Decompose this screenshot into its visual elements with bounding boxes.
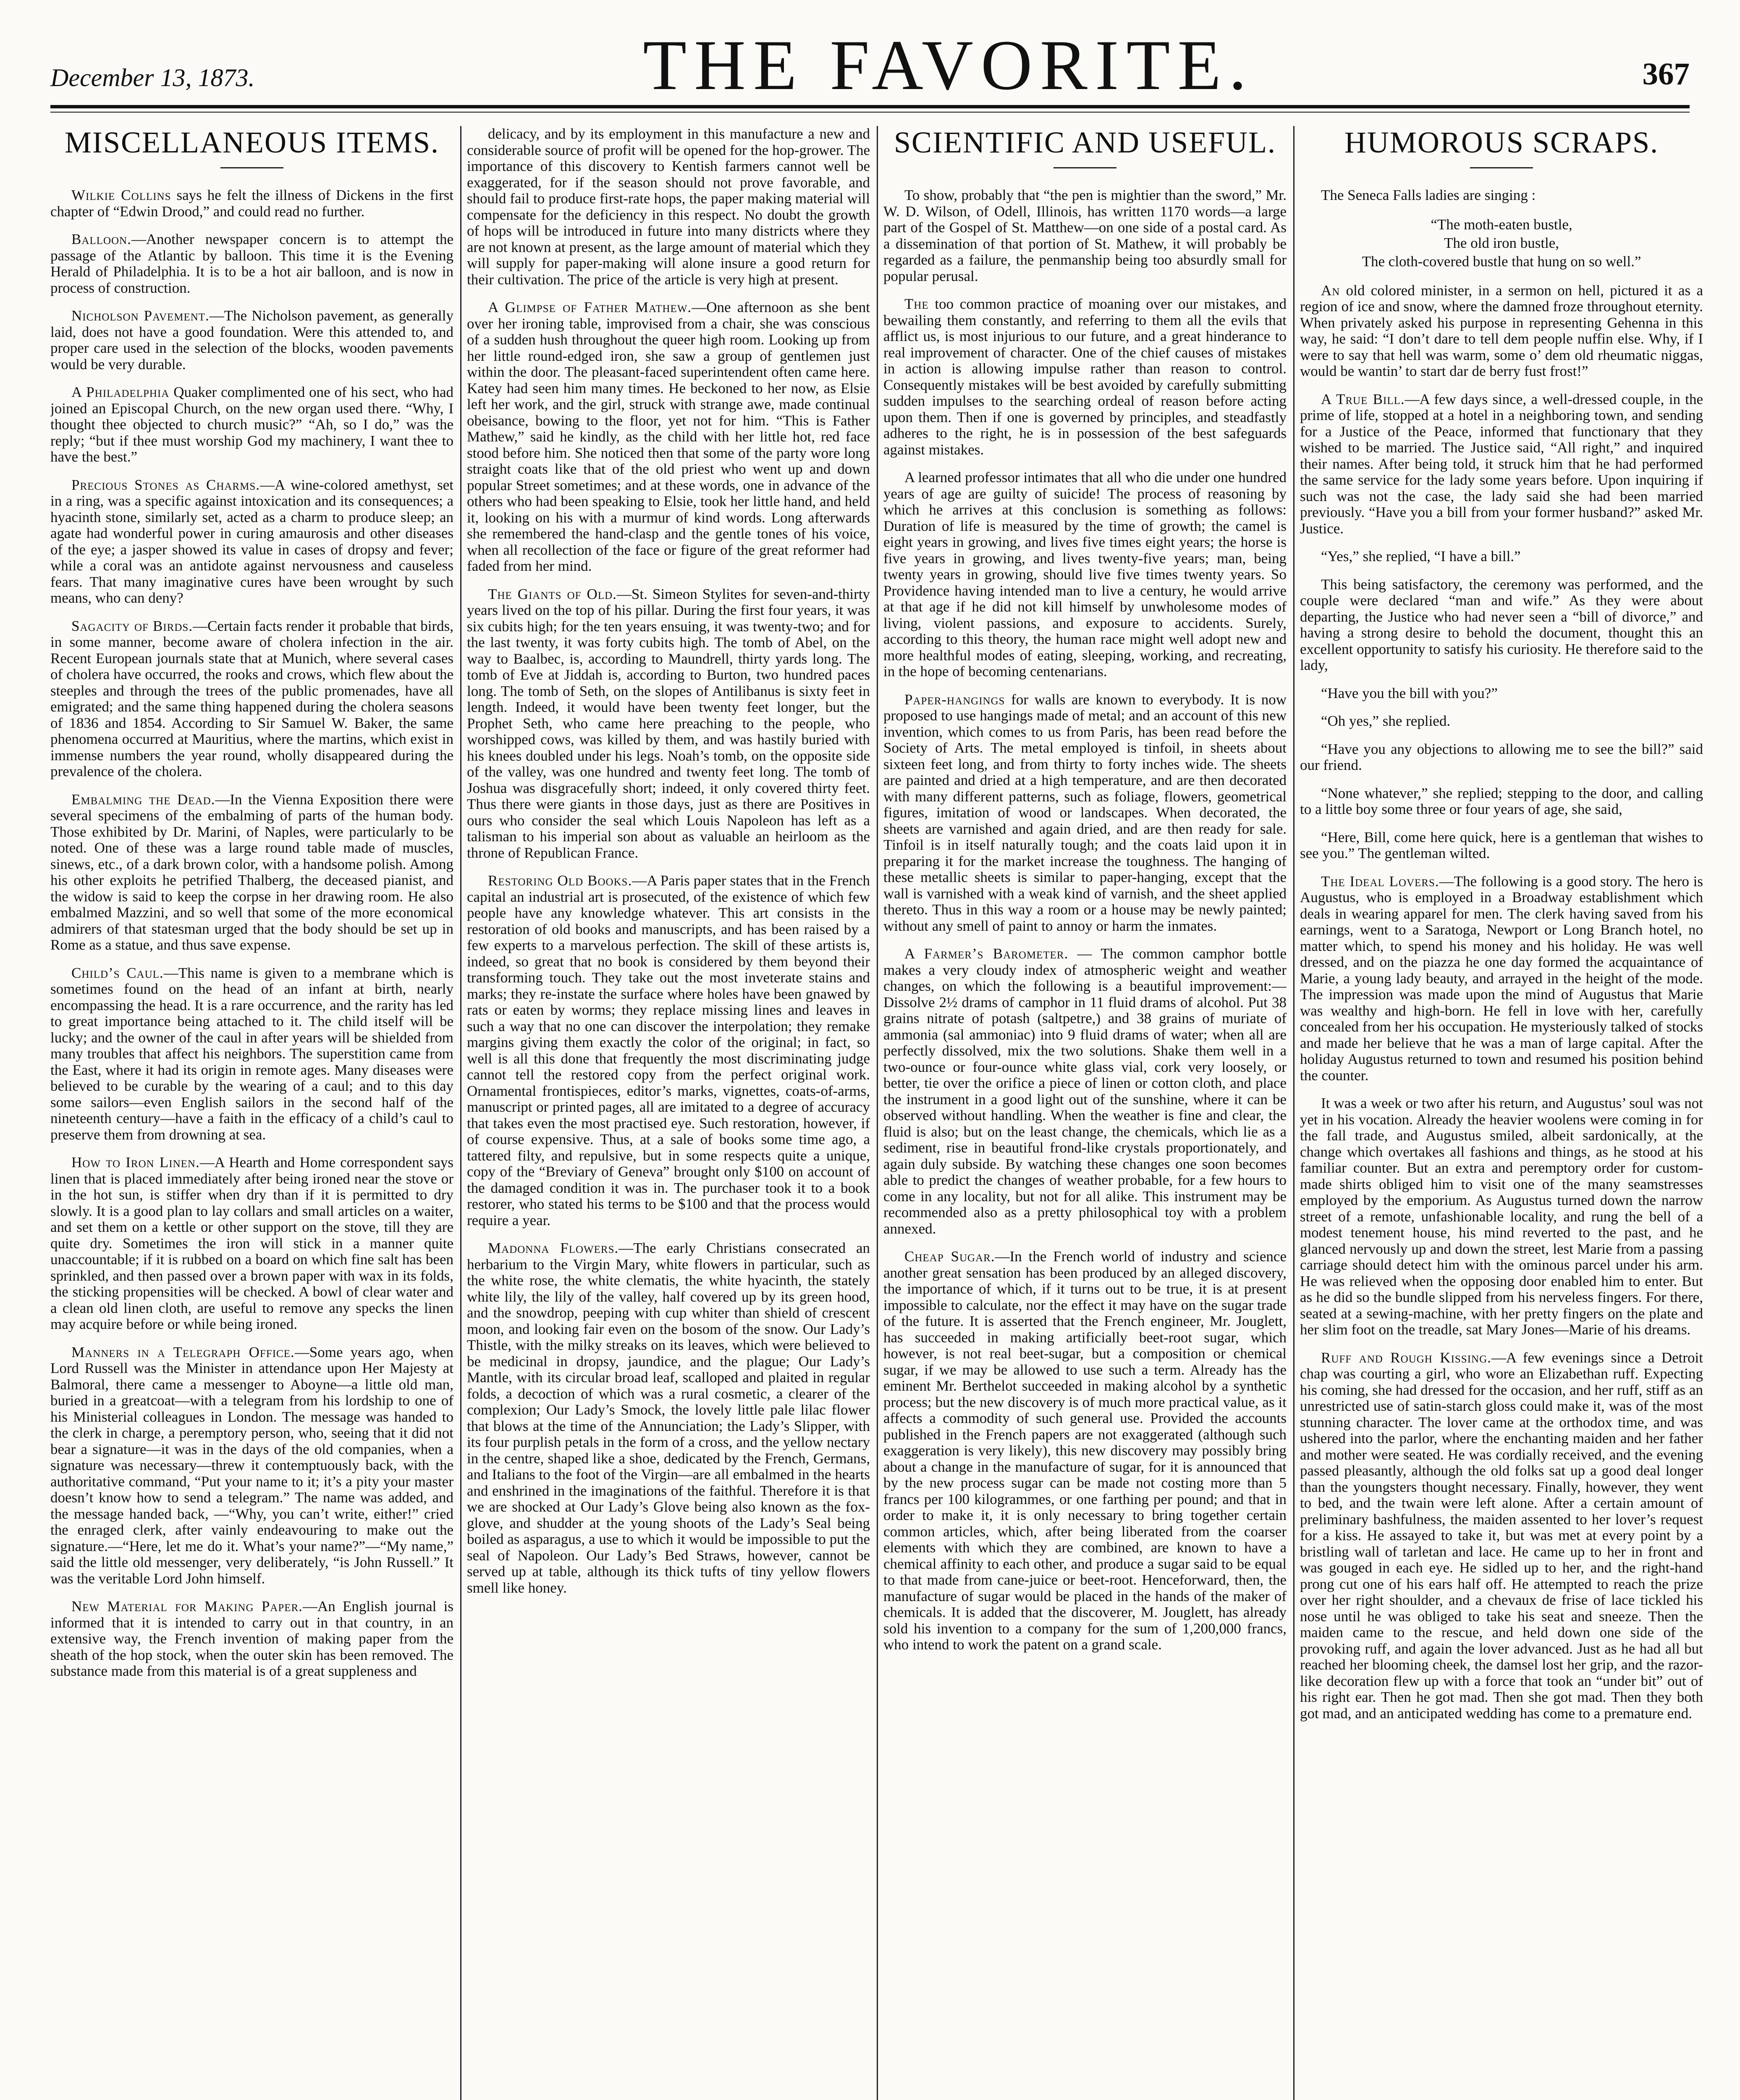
column-divider xyxy=(460,126,461,2100)
article-paragraph xyxy=(1300,874,1703,1084)
article-lead-in: Wilkie Collins xyxy=(71,187,171,203)
column-scientific xyxy=(883,126,1287,2100)
article-body-text: says he felt the illness of Dickens in the first chapter of “Edwin Drood,” and could read no further. xyxy=(50,187,453,220)
article-lead-in: Madonna Flowers. xyxy=(488,1240,619,1256)
heading-rule xyxy=(1470,167,1533,168)
article-list xyxy=(883,187,1287,1653)
article-paragraph xyxy=(467,299,870,575)
article-body-text: —One afternoon as she bent over her ironing table, improvised from a chair, she was conscious of a sudden hush throughout the queer high room. Looking up from her little round-edged iron, she saw a group of gentlemen just within the door. The pleasant-faced superintendent often came here. Katey had seen him many times. He beckoned to her now, as Elsie left her work, and the girl, struck with strange awe, made continual obeisance, bowing to the floor, yet not for him. “This is Father Mathew,” said he kindly, as the child with her little hot, red face stood before him. She noticed then that some of the party wore long straight coats like that of the old priest who went up and down popular Street sometimes; and at these words, one in advance of the others who had been speaking to Elsie, took her little hand, and held it, looking on his with a murmur of kind words. Long afterwards she remembered the hand-clasp and the gentle tones of his voice, when all recollection of the face or figure of the great reformer had faded from her mind. xyxy=(467,299,870,574)
article-lead-in: The Ideal Lovers. xyxy=(1321,873,1439,890)
article-body-text: too common practice of moaning over our mistakes, and bewailing them constantly, and referring to them all the evils that afflict us, is most injurious to our future, and a great hinderance to real improvement of character. One of the chief causes of mistakes in action is allowing impulse rather than reason to control. Consequently mistakes will be best avoided by carefully submitting sudden impulses to the searching ordeal of reason before acting upon them. Then if one is governed by principles, and steadfastly adheres to the right, he is in possession of the best safeguards against mistakes. xyxy=(883,296,1287,458)
article-list xyxy=(467,126,870,1596)
article-lead-in: Balloon. xyxy=(71,231,131,247)
article-paragraph xyxy=(50,187,453,220)
article-body-text: —The Nicholson pavement, as generally laid, does not have a good foundation. Were this attended to, and proper care used in the selection of the blocks, wooden pavements would be very durable. xyxy=(50,307,453,373)
section-heading: HUMOROUS SCRAPS. xyxy=(1344,126,1659,159)
article-lead-in: A Farmer’s Barometer. xyxy=(904,945,1069,962)
article-body-text: —Certain facts render it probable that birds, in some manner, become aware of cholera infection in the air. Recent European journals state that at Munich, where several cases of cholera have occurred, the rooks and crows, which flew about the steeples and through the trees of the public promenades, have all emigrated; and the same thing happened during the cholera seasons of 1836 and 1854. According to Sir Samuel W. Baker, the same phenomena occurred at Mauritius, where the martins, which exist in immense numbers the year round, wholly disappeared during the prevalence of the cholera. xyxy=(50,617,453,780)
article-body-text: “Have you the bill with you?” xyxy=(1321,685,1498,701)
article-paragraph xyxy=(1300,1350,1703,1722)
article-lead-in: How to Iron Linen. xyxy=(71,1154,200,1171)
article-body-text: This being satisfactory, the ceremony was performed, and the couple were declared “man and wife.” As they were about departing, the Justice who had never seen a “bill of divorce,” and having a strong desire to behold the document, thought this an excellent opportunity to satisfy his curiosity. He therefore said to the lady, xyxy=(1300,576,1703,673)
article-body-text: —Some years ago, when Lord Russell was the Minister in attendance upon Her Majesty at Balmoral, there came a messenger to Aboyne—a little old man, buried in a greatcoat—with a telegram from his lordship to one of his Ministerial colleagues in London. The message was handed to the clerk in charge, a peremptory person, who, seeing that it did not bear a signature—it was in the days of the old companies, when a signature was necessary—threw it contemptuously back, with the authoritative command, “Put your name to it; it’s a pity your master doesn’t know how to send a telegram.” The name was added, and the message handed back, —“Why, you can’t write, either!” cried the enraged clerk, after vainly endeavouring to make out the signature.—“Here, let me do it. What’s your name?”—“My name,” said the little old messenger, very deliberately, “is John Russell.” It was the veritable Lord John himself. xyxy=(50,1344,453,1587)
newspaper-title: THE FAVORITE. xyxy=(643,26,1254,105)
article-lead-in: A True Bill. xyxy=(1321,391,1405,407)
article-paragraph xyxy=(50,231,453,296)
article-lead-in: The xyxy=(904,296,929,312)
article-body-text: To show, probably that “the pen is mightier than the sword,” Mr. W. D. Wilson, of Odell, Illinois, has written 1170 words—a large part of the Gospel of St. Matthew—on one side of a postal card. As a dissemination of that portion of St. Mathew, it will probably be regarded as a failure, the penmanship being too absurdly small for popular perusal. xyxy=(883,187,1287,284)
article-lead-in: Cheap Sugar. xyxy=(904,1248,995,1265)
article-lead-in: Child’s Caul. xyxy=(71,964,164,981)
article-body-text: —An English journal is informed that it is intended to carry out in that country, in an extensive way, the French invention of making paper from the sheath of the hop stock, when the outer skin has been removed. The substance made from this material is of a great suppleness and xyxy=(50,1598,453,1679)
article-lead-in: Sagacity of Birds. xyxy=(71,617,193,634)
article-lead-in: New Material for Making Paper. xyxy=(71,1598,303,1614)
poem-intro: The Seneca Falls ladies are singing : xyxy=(1321,187,1536,203)
article-body-text: “Yes,” she replied, “I have a bill.” xyxy=(1321,548,1521,564)
masthead xyxy=(50,8,1690,105)
article-body-text: old colored minister, in a sermon on hell, pictured it as a region of ice and snow, where the damned froze throughout eternity. When privately asked his purpose in representing Gehenna in this way, he said: “I don’t dare to tell dem people nuffin else. Why, if I were to say that hell was warm, some o’ dem old rheumatic niggas, would be wantin’ to start dar de berry fust frost!” xyxy=(1300,282,1703,379)
article-body-text: —A Paris paper states that in the French capital an industrial art is prosecuted, of the existence of which few people have any knowledge whatever. This art consists in the restoration of old books and manuscripts, and has been raised by a few experts to a marvelous perfection. The skill of these artists is, indeed, so great that no book is considered by them beyond their transforming touch. They take out the most inveterate stains and marks; they re-instate the surface where holes have been gnawed by rats or eaten by worms; they replace missing lines and leaves in such a way that no one can discover the interpolation; they remake margins giving them exactly the color of the original; in fact, so well is all this done that frequently the most discriminating judge cannot tell the restored copy from the perfect original work. Ornamental frontispieces, editor’s marks, vignettes, coats-of-arms, manuscript or printed pages, all are imitated to a degree of accuracy that takes even the most practised eye. Such restoration, however, if of course expensive. Thus, at a sale of books some time ago, a tattered filty, and repulsive, but in some respects quite a unique, copy of the “Breviary of Geneva” brought only $100 on account of the damaged condition it was in. The purchaser took it to a book restorer, who stated his terms to be $100 and that the process would require a year. xyxy=(467,872,870,1228)
article-list xyxy=(50,187,453,1680)
article-body-text: —St. Simeon Stylites for seven-and-thirty years lived on the top of his pillar. During the first four years, it was six cubits high; for the ten years ensuing, it was twenty-two; and for the last twenty, it was forty cubits high. The tomb of Abel, on the way to Baalbec, is, according to Maundrell, thirty yards long. The tomb of Eve at Jiddah is, according to Burton, two hundred paces long. The tomb of Seth, on the slopes of Antilibanus is sixty feet in length. Indeed, it would have been twenty feet longer, but the Prophet Seth, who came here preaching to the people, who worshipped cows, was killed by them, and was hastily buried with his knees doubled under his legs. Noah’s tomb, on the opposite side of the valley, was one hundred and twenty feet long. The tomb of Joshua was disgracefully short; indeed, it only covered thirty feet. Thus there were giants in those days, just as there are Positives in ours who consider the seal which Louis Napoleon has left as a talisman to his imperial son about as valuable an heirloom as the throne of Republican France. xyxy=(467,585,870,861)
article-paragraph xyxy=(1300,785,1703,818)
article-body-text: —In the French world of industry and science another great sensation has been produced by an alleged discovery, the importance of which, if it turns out to be true, it is at present impossible to calculate, nor the effect it may have on the sugar trade of the future. It is asserted that the French engineer, Mr. Jouglett, has succeeded in making artificially beet-root sugar, which however, is not real beet-sugar, but a composition or chemical sugar, if we may be allowed to use such a term. Already has the eminent Mr. Berthelot succeeded in making alcohol by a synthetic process; but the new discovery is of much more practical value, as it affects a commodity of such general use. Provided the accounts published in the French papers are not exaggerated (although such exaggeration is very likely), this new discovery may possibly bring about a change in the manufacture of sugar, for it is announced that by the new process sugar can be made not costing more than 5 francs per 100 kilogrammes, or one farthing per pound; and that in order to make it, it is only necessary to bring together certain common articles, which, after being liberated from the coarser elements with which they are combined, are known to have a chemical affinity to each other, and produce a sugar said to be equal to that made from cane-juice or beet-root. Henceforward, then, the manufacture of sugar would be placed in the hands of the maker of chemicals. It is added that the discoverer, M. Jouglett, has already sold his invention to a company for the sum of 1,200,000 francs, who intend to work the patent on a grand scale. xyxy=(883,1248,1287,1653)
article-paragraph xyxy=(883,692,1287,934)
article-body-text: —The early Christians consecrated an herbarium to the Virgin Mary, white flowers in particular, such as the white rose, the white clematis, the white hyacinth, the stately white lily, the lily of the valley, half covered up by its green hood, and the snowdrop, peeping with cup whiter than shield of crescent moon, and looking fair even on the bosom of the snow. Our Lady’s Thistle, with the milky streaks on its leaves, which were believed to be medicinal in dropsy, jaundice, and the plague; Our Lady’s Mantle, with its circular broad leaf, scalloped and plaited in regular folds, a decoction of which was a rural cosmetic, a clearer of the complexion; Our Lady’s Smock, the lovely little pale lilac flower that blows at the time of the Annunciation; the Lady’s Slipper, with its four purplish petals in the form of a cross, and the yellow nectary in the centre, shaped like a shoe, dedicated by the French, Germans, and Italians to the foot of the Virgin—are all embalmed in the hearts and enshrined in the imaginations of the faithful. Therefore it is that we are shocked at Our Lady’s Glove being also known as the fox-glove, and shudder at the young shoots of the Lady’s Seal being boiled as asparagus, a use to which it would be impossible to put the seal of Napoleon. Our Lady’s Bed Straws, however, cannot be served up at table, although its thick tufts of tiny yellow flowers smell like honey. xyxy=(467,1240,870,1596)
article-body-text: —A few days since, a well-dressed couple, in the prime of life, stopped at a hotel in a neighboring town, and sending for a Justice of the Peace, informed that functionary that they wished to be married. The Justice said, “All right,” and inquired their names. After being told, it struck him that he had performed the same service for the lady some years before. Upon inquiring if such was not the case, the lady said she had been married previously. “Have you a bill from your former husband?” asked Mr. Justice. xyxy=(1300,391,1703,537)
heading-rule xyxy=(1053,167,1116,168)
article-paragraph xyxy=(50,384,453,465)
article-body-text: —This name is given to a membrane which is sometimes found on the head of an infant at birth, nearly encompassing the head. It is a rare occurrence, and the rarity has led to great importance being attached to it. The child itself will be lucky; and the owner of the caul in after years will be shielded from many troubles that affect his neighbors. The superstition came from the East, where it had its origin in remote ages. Many diseases were believed to be curable by the wearing of a caul; and to this day some sailors—even English sailors in the second half of the nineteenth century—have a faith in the efficacy of a child’s caul to preserve them from drowning at sea. xyxy=(50,964,453,1143)
heading-rule xyxy=(220,167,283,168)
article-lead-in: Paper-hangings xyxy=(904,691,1005,708)
article-paragraph xyxy=(50,965,453,1143)
article-body-text: “Here, Bill, come here quick, here is a gentleman that wishes to see you.” The gentleman wilted. xyxy=(1300,829,1703,861)
article-body-text: “Have you any objections to allowing me to see the bill?” said our friend. xyxy=(1300,740,1703,773)
article-paragraph xyxy=(883,946,1287,1237)
article-paragraph xyxy=(50,792,453,953)
article-paragraph xyxy=(883,296,1287,458)
article-body-text: —A few evenings since a Detroit chap was courting a girl, who wore an Elizabethan ruff. Expecting his coming, she had dressed for the occasion, and her ruff, stiff as an unrestricted use of satin-starch gloss could make it, was of the most stunning character. The lover came at the orthodox time, and was ushered into the parlor, where the enchanting maiden and her father and mother were seated. He was cordially received, and the evening passed pleasantly, although the old folks sat up a good deal longer than the youngsters thought necessary. Finally, however, they went to bed, and the twain were left alone. After a certain amount of preliminary bashfulness, the maiden assented to her lover’s request for a kiss. He assayed to take it, but was met at every point by a bristling wall of tarletan and lace. He came up to her in front and was gouged in each eye. He sidled up to her, and the right-hand prong cut one of his ears half off. He attempted to reach the prize over her right shoulder, and a chevaux de frise of lace tickled his nose until he was obliged to take his seat and sneeze. Then the maiden came to the rescue, and held down one side of the provoking ruff, and again the lover advanced. Just as he had all but reached her blooming cheek, the damsel lost her grip, and the razor-like decoration flew up with a force that took an “under bit” out of his right ear. Then he got mad. Then she got mad. Then they both got mad, and an anticipated wedding has come to a premature end. xyxy=(1300,1349,1703,1722)
article-paragraph xyxy=(467,586,870,861)
article-paragraph xyxy=(1300,391,1703,537)
article-paragraph xyxy=(883,187,1287,284)
article-lead-in: Restoring Old Books. xyxy=(488,872,632,889)
article-paragraph xyxy=(1300,577,1703,674)
article-lead-in: Manners in a Telegraph Office. xyxy=(71,1344,295,1360)
article-list xyxy=(1300,283,1703,1722)
poem-line: The cloth-covered bustle that hung on so well.” xyxy=(1362,253,1641,270)
page-number: 367 xyxy=(1642,57,1690,92)
column-miscellaneous xyxy=(50,126,453,2100)
article-paragraph xyxy=(1300,741,1703,774)
article-lead-in: Precious Stones as Charms. xyxy=(71,476,260,493)
article-lead-in: Ruff and Rough Kissing. xyxy=(1321,1349,1491,1366)
article-lead-in: A Glimpse of Father Mathew. xyxy=(488,299,692,315)
article-paragraph xyxy=(50,618,453,780)
article-lead-in: An xyxy=(1321,282,1340,299)
poem-line: “The moth-eaten bustle, xyxy=(1431,216,1572,233)
article-paragraph xyxy=(467,126,870,288)
article-paragraph xyxy=(50,308,453,373)
article-paragraph xyxy=(1300,283,1703,380)
poem-line: The old iron bustle, xyxy=(1444,234,1559,251)
column-divider xyxy=(1293,126,1295,2100)
article-lead-in: Embalming the Dead. xyxy=(71,791,215,808)
article-paragraph xyxy=(50,1155,453,1333)
article-body-text: —Another newspaper concern is to attempt the passage of the Atlantic by balloon. This time it is the Evening Herald of Philadelphia. It is to be a hot air balloon, and is now in process of construction. xyxy=(50,231,453,296)
article-body-text: delicacy, and by its employment in this manufacture a new and considerable source of profit will be opened for the hop-grower. The importance of this discovery to Kentish farmers cannot well be exaggerated, for if the season should not prove favorable, and should fail to produce first-rate hops, the paper making material will compensate for the deficiency in this respect. No doubt the growth of hops will be introduced in future into many districts where they are not known at present, as the large amount of material which they will supply for paper-making will alone insure a good return for their cultivation. The price of the article is very high at present. xyxy=(467,126,870,288)
article-body-text: “Oh yes,” she replied. xyxy=(1321,713,1451,729)
column-divider xyxy=(877,126,878,2100)
article-body-text: —A wine-colored amethyst, set in a ring, was a specific against intoxication and its consequences; a hyacinth stone, similarly set, acted as a charm to produce sleep; an agate had wonderful power in curing amaurosis and other diseases of the eye; a jasper showed its value in cases of dropsy and fever; while a coral was an antidote against nervousness and causeless fears. That many imaginative cures have been wrought by such means, who can deny? xyxy=(50,476,453,606)
article-paragraph xyxy=(50,477,453,606)
poem xyxy=(1300,215,1703,271)
article-paragraph xyxy=(1300,830,1703,862)
column-two xyxy=(467,126,870,2100)
article-paragraph xyxy=(467,1240,870,1596)
section-heading: SCIENTIFIC AND USEFUL. xyxy=(894,126,1276,159)
article-paragraph xyxy=(1300,549,1703,565)
article-body-text: —The following is a good story. The hero is Augustus, who is employed in a Broadway establishment which deals in wearing apparel for men. The clerk having saved from his earnings, went to a Saratoga, Newport or Long Branch hotel, no matter which, to spend his money and his holiday. He was well dressed, and on the piazza he one day formed the acquaintance of Marie, a young lady beauty, and arrayed in the height of the mode. The impression was made upon the mind of Augustus that Marie was wealthy and high-born. He fell in love with her, carefully concealed from her his occupation. He mysteriously talked of stocks and made her believe that he was a man of large capital. After the holiday Augustus returned to town and resumed his position behind the counter. xyxy=(1300,873,1703,1084)
article-body-text: Quaker complimented one of his sect, who had joined an Episcopal Church, on the new organ used there. “Why, I thought thee objected to church music?” “Ah, so I do,” was the reply; “but if thee must worship God my machinery, I want thee to have the best.” xyxy=(50,384,453,465)
article-body-text: It was a week or two after his return, and Augustus’ soul was not yet in his vocation. Already the heavier woolens were coming in for the fall trade, and Augustus smiled, albeit sardonically, at the change which overtakes all fashions and things, as he stood at his familiar counter. But an extra and peremptory order for custom-made shirts obliged him to visit one of the many seamstresses employed by the emporium. As Augustus turned down the narrow street of a remote, unfashionable locality, and rung the bell of a modest tenement house, his mind reverted to the past, and he glanced nervously up and down the street, lest Marie from a passing carriage should detect him with the ominous parcel under his arm. He was relieved when the opposing door enabled him to enter. But as he did so the bundle slipped from his nerveless fingers. For there, seated at a sewing-machine, with her pretty fingers on the plate and her slim foot on the treadle, sat Mary Jones—Marie of his dreams. xyxy=(1300,1095,1703,1338)
article-lead-in: Nicholson Pavement. xyxy=(71,307,210,324)
article-paragraph xyxy=(883,1249,1287,1653)
article-lead-in: A Philadelphia xyxy=(71,384,170,400)
article-paragraph xyxy=(50,1599,453,1680)
issue-date: December 13, 1873. xyxy=(50,64,255,92)
article-body-text: —In the Vienna Exposition there were several specimens of the embalming of parts of the human body. Those exhibited by Dr. Marini, of Naples, were particularly to be noted. One of these was a large round table made of muscles, sinews, etc., of a dark brown color, with a handsome polish. Among his other exploits he petrified Thalberg, the deceased pianist, and the widow is said to keep the corpse in her drawing room. He also embalmed Mazzini, and so well that some of the more economical admirers of that statesman urged that the body should be set up in Rome as a statue, and thus save expense. xyxy=(50,791,453,953)
article-paragraph xyxy=(50,1344,453,1587)
article-body-text: A learned professor intimates that all who die under one hundred years of age are guilty of suicide! The process of reasoning by which he arrives at this conclusion is something as follows: Duration of life is measured by the time of growth; the camel is eight years in growing, and lives five times eight years; the horse is five years in growing, and lives twenty-five years; man, being twenty years in growing, should live five times twenty years. So Providence having intended man to live a century, he would arrive at that age if he did not kill himself by unwholesome modes of living, violent passions, and exposure to accidents. Surely, according to this theory, the human race might well adopt new and more healthful modes of eating, sleeping, working, and recreating, in the hope of becoming centenarians. xyxy=(883,469,1287,680)
article-lead-in: The Giants of Old. xyxy=(488,585,617,602)
column-humorous xyxy=(1300,126,1703,2100)
masthead-rule xyxy=(50,105,1690,113)
article-paragraph xyxy=(1300,685,1703,702)
article-paragraph xyxy=(1300,1095,1703,1338)
article-body-text: — The common camphor bottle makes a very cloudy index of atmospheric weight and weather changes, on which the following is a beautiful improvement:—Dissolve 2½ drams of camphor in 11 fluid drams of alcohol. Put 38 grains nitrate of potash (saltpetre,) and 38 grains of muriate of ammonia (sal ammoniac) into 9 fluid drams of water; when all are perfectly dissolved, mix the two solutions. Shake them well in a two-ounce or four-ounce white glass vial, cork very loosely, or better, tie over the orifice a piece of linen or cotton cloth, and place the instrument in a good light out of the sunshine, where it can be observed without handling. When the weather is fine and clear, the fluid is also; but on the least change, the chemicals, which lie as a sediment, rise in beautiful frond-like crystals proportionately, and again duly subside. By watching these changes one soon becomes able to predict the changes of weather probable, for a few hours to come in any locality, but not for all alike. This instrument may be recommended also as a pretty philosophical toy with a problem annexed. xyxy=(883,945,1287,1237)
article-body-text: for walls are known to everybody. It is now proposed to use hangings made of metal; and an account of this new invention, which comes to us from Paris, has been read before the Society of Arts. The metal employed is tinfoil, in sheets about sixteen feet long, and from thirty to forty inches wide. The sheets are painted and dried at a high temperature, and are then decorated with many different patterns, such as foliage, flowers, geometrical figures, imitation of wood or landscapes. When decorated, the sheets are varnished and again dried, and are then ready for sale. Tinfoil is in itself naturally tough; and the coats laid upon it in preparing it for the market increase the toughness. The hanging of these metallic sheets is similar to paper-hanging, except that the wall is varnished with a weak kind of varnish, and the sheet applied thereto. Thus in this way a room or a house may be newly painted; without any smell of paint to annoy or harm the inmates. xyxy=(883,691,1287,934)
article-body-text: —A Hearth and Home correspondent says linen that is placed immediately after being ironed near the stove or in the hot sun, is stiffer when dry than if it is permitted to dry slowly. It is a good plan to lay collars and small articles on a waiter, and set them on a kettle or other support on the stove, till they are quite dry. Sometimes the iron will stick in a manner quite unaccountable; if it is rubbed on a board on which fine salt has been sprinkled, and then passed over a brown paper with wax in its folds, the sticking propensities will be checked. A bowl of clear water and a clean old linen cloth, are useful to remove any specks the linen may acquire before or while being ironed. xyxy=(50,1154,453,1332)
article-body-text: “None whatever,” she replied; stepping to the door, and calling to a little boy some three or four years of age, she said, xyxy=(1300,785,1703,817)
article-paragraph xyxy=(467,873,870,1228)
article-paragraph xyxy=(1300,713,1703,730)
section-heading: MISCELLANEOUS ITEMS. xyxy=(64,126,439,159)
article-paragraph xyxy=(883,470,1287,680)
